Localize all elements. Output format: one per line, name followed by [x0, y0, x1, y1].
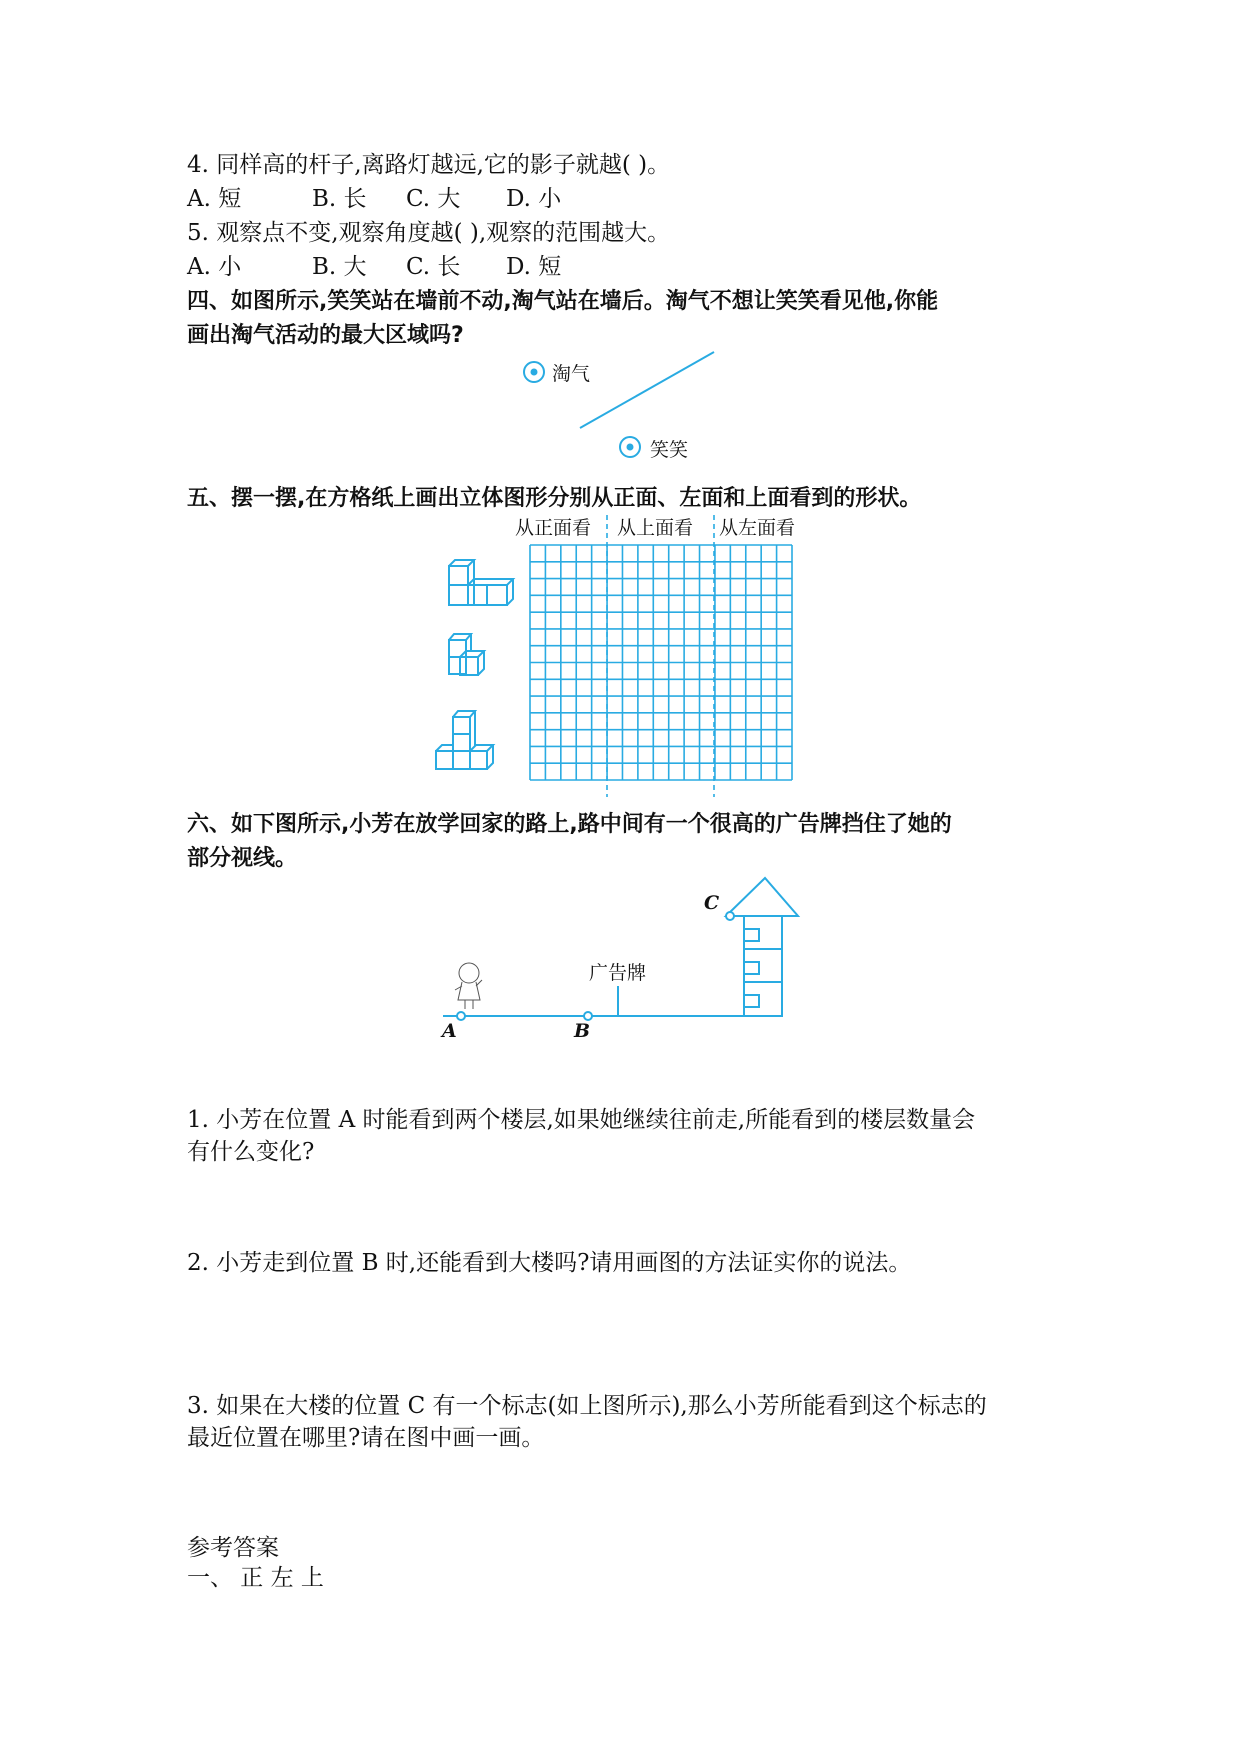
cube-figure-1: [449, 560, 513, 605]
header-left-view: 从左面看: [719, 517, 796, 539]
question-6-1: 1. 小芳在位置 A 时能看到两个楼层,如果她继续往前走,所能看到的楼层数量会: [187, 1107, 976, 1133]
option-a: A. 短: [187, 186, 242, 212]
header-top-view: 从上面看: [617, 517, 694, 539]
option-c: C. 长: [406, 254, 461, 280]
question-6-3: 3. 如果在大楼的位置 C 有一个标志(如上图所示),那么小芳所能看到这个标志的: [187, 1393, 987, 1419]
section-4-heading-cont: 画出淘气活动的最大区域吗?: [187, 323, 464, 348]
answers-title: 参考答案: [187, 1535, 279, 1561]
point-c-label: C: [704, 892, 720, 914]
xiaoxiao-label: 笑笑: [650, 439, 689, 461]
option-a: A. 小: [187, 254, 242, 280]
point-b-marker: [584, 1012, 592, 1020]
question-4: 4. 同样高的杆子,离路灯越远,它的影子就越( )。: [187, 152, 671, 178]
girl-icon: [455, 963, 482, 1009]
question-6-2: 2. 小芳走到位置 B 时,还能看到大楼吗?请用画图的方法证实你的说法。: [187, 1250, 912, 1276]
question-6-3-cont: 最近位置在哪里?请在图中画一画。: [187, 1425, 545, 1451]
wall-line: [580, 352, 714, 428]
section-6-heading-cont: 部分视线。: [187, 846, 298, 871]
point-b-label: B: [574, 1020, 591, 1042]
cube-figure-2: [449, 634, 484, 675]
section-6-heading: 六、如下图所示,小芳在放学回家的路上,路中间有一个很高的广告牌挡住了她的: [187, 812, 952, 837]
section-4-heading: 四、如图所示,笑笑站在墙前不动,淘气站在墙后。淘气不想让笑笑看见他,你能: [187, 289, 939, 314]
point-c-marker: [726, 912, 734, 920]
point-a-marker: [457, 1012, 465, 1020]
option-d: D. 短: [506, 254, 562, 280]
billboard-label: 广告牌: [589, 962, 647, 984]
taoqi-label: 淘气: [552, 363, 591, 385]
option-b: B. 长: [312, 186, 367, 212]
question-6-1-cont: 有什么变化?: [187, 1139, 315, 1165]
option-d: D. 小: [506, 186, 562, 212]
header-front-view: 从正面看: [515, 517, 592, 539]
building: [726, 878, 798, 1016]
cube-figure-3: [436, 711, 493, 769]
point-a-label: A: [442, 1020, 457, 1042]
answers-line-1: 一、 正 左 上: [187, 1565, 324, 1591]
section-5-heading: 五、摆一摆,在方格纸上画出立体图形分别从正面、左面和上面看到的形状。: [187, 486, 922, 511]
question-5: 5. 观察点不变,观察角度越( ),观察的范围越大。: [187, 220, 671, 246]
option-b: B. 大: [312, 254, 367, 280]
square-grid: [530, 545, 792, 780]
option-c: C. 大: [406, 186, 461, 212]
